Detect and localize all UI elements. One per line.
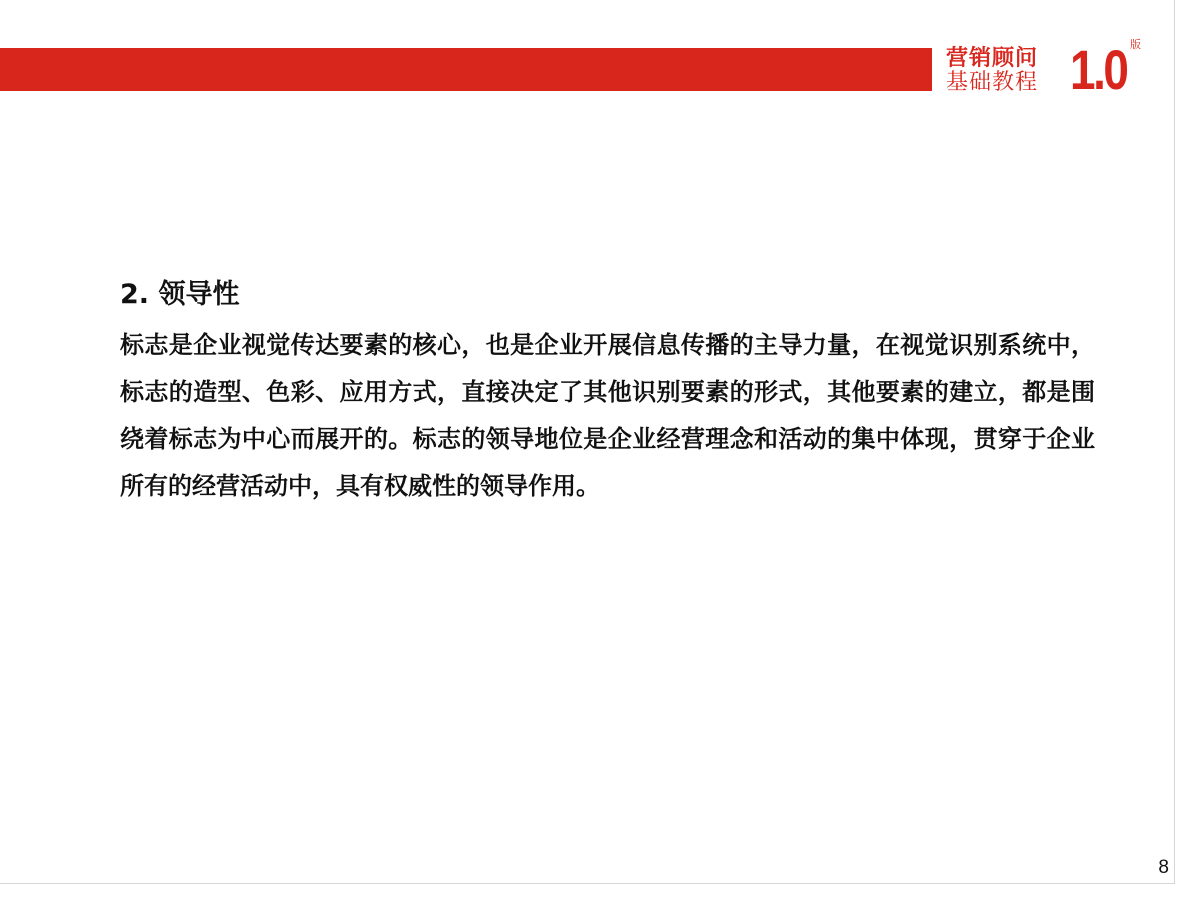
page-number: 8 bbox=[1158, 857, 1169, 878]
header-red-bar bbox=[0, 48, 932, 91]
section-body-text: 标志是企业视觉传达要素的核心，也是企业开展信息传播的主导力量，在视觉识别系统中，标志的造型、色彩、应用方式，直接决定了其他识别要素的形式，其他要素的建立，都是围绕着标志为中心而展开的。标志的领导地位是企业经营理念和活动的集中体现，贯穿于企业所有的经营活动中，具有权威性的领导作用。 bbox=[120, 330, 1095, 500]
section-heading: 2. 领导性 bbox=[120, 279, 240, 310]
logo-title-line2: 基础教程 bbox=[946, 70, 1039, 95]
main-content bbox=[120, 275, 1095, 509]
logo-version-number: 1.0 bbox=[1070, 38, 1127, 101]
brand-logo bbox=[946, 38, 1156, 100]
logo-title-line1: 营销顾问 bbox=[946, 46, 1039, 71]
logo-edition-label: 版 bbox=[1130, 38, 1141, 51]
